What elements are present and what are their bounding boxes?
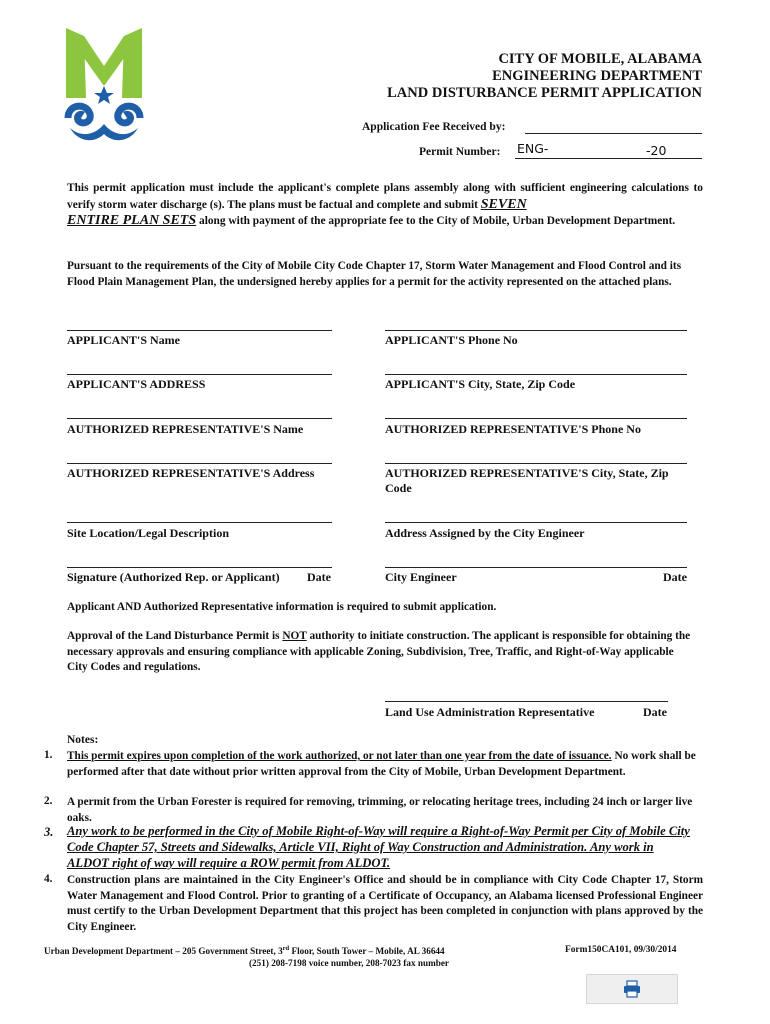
city-engineer-label: City Engineer (385, 570, 457, 584)
applicant-phone-line[interactable] (385, 330, 687, 331)
fee-label: Application Fee Received by: (362, 121, 506, 133)
permit-number-label: Permit Number: (419, 146, 501, 158)
approval-not: NOT (282, 630, 307, 642)
rep-address-line[interactable] (67, 463, 332, 464)
rep-phone-line[interactable] (385, 418, 687, 419)
signature-line[interactable] (67, 567, 332, 568)
rep-name-line[interactable] (67, 418, 332, 419)
note-1-number: 1. (44, 749, 53, 761)
note-2: A permit from the Urban Forester is required for removing, trimming, or relocating heritage trees, including 24 inch or larger live oaks. (67, 796, 693, 824)
applicant-name-line[interactable] (67, 330, 332, 331)
form-title: LAND DISTURBANCE PERMIT APPLICATION (387, 85, 702, 101)
print-icon[interactable] (623, 980, 641, 998)
applicant-city-line[interactable] (385, 374, 687, 375)
intro-paragraph (67, 180, 703, 230)
footer-address-pre: Urban Development Department – 205 Government Street, 3 (44, 946, 283, 957)
intro-text-b: along with payment of the appropriate fee to the City of Mobile, Urban Development Department. (199, 215, 676, 227)
fee-received-field[interactable] (525, 133, 702, 134)
permit-prefix: ENG- (517, 141, 549, 156)
permit-year: -20 (646, 143, 667, 158)
land-use-signature-line[interactable] (385, 701, 668, 702)
intro-emphasis-seven: SEVEN (480, 196, 527, 212)
land-use-date-label: Date (643, 705, 667, 719)
site-location-label: Site Location/Legal Description (67, 526, 229, 540)
footer-address-sup: rd (282, 945, 290, 952)
department-title: ENGINEERING DEPARTMENT (492, 68, 702, 84)
land-use-label: Land Use Administration Representative (385, 705, 595, 719)
intro-text-a: This permit application must include the applicant's complete plans assembly along with sufficient engineering calculations to verify storm water discharge (s). The plans must be factual and complete and submit (67, 182, 703, 211)
note-1 (67, 749, 703, 780)
note-1-underlined: This permit expires upon completion of the work authorized, or not later than one year from the date of issuance. (67, 750, 612, 762)
approval-paragraph (67, 629, 695, 676)
note-3-number: 3. (44, 825, 54, 839)
print-widget[interactable] (586, 974, 678, 1004)
approval-after: authority to initiate construction. The applicant is responsible for obtaining the necessary approvals and ensuring compliance with applicable Zoning, Subdivision, Tree, Traffic, and Right-of-Way applicable City Codes and regulations. (67, 630, 691, 674)
permit-number-field[interactable] (515, 158, 702, 159)
footer-address (44, 945, 445, 956)
note-3: Any work to be performed in the City of Mobile Right-of-Way will require a Right-of-Way Permit per City of Mobile City Code Chapter 57, Streets and Sidewalks, Article VII, Right of Way Construction and Administration. Any work in ALDOT right of way will require a ROW permit from ALDOT. (67, 824, 690, 870)
city-engineer-line[interactable] (385, 567, 687, 568)
address-assigned-label: Address Assigned by the City Engineer (385, 526, 585, 540)
rep-phone-label: AUTHORIZED REPRESENTATIVE'S Phone No (385, 422, 641, 436)
footer-form-id: Form150CA101, 09/30/2014 (565, 945, 677, 955)
pursuant-paragraph: Pursuant to the requirements of the City of Mobile City Code Chapter 17, Storm Water Management and Flood Control and its Flood Plain Management Plan, the undersigned hereby applies for a permit for the activity represented on the attached plans. (67, 260, 682, 288)
note-1-rest: No work shall be performed after that date without prior written approval from the City of Mobile, Urban Development Department. (67, 750, 696, 778)
site-location-line[interactable] (67, 522, 332, 523)
city-of-mobile-logo (64, 28, 144, 146)
applicant-address-line[interactable] (67, 374, 332, 375)
signature-date-label: Date (307, 570, 331, 584)
note-2-number: 2. (44, 795, 53, 807)
address-assigned-line[interactable] (385, 522, 687, 523)
approval-before: Approval of the Land Disturbance Permit is (67, 630, 280, 642)
applicant-city-label: APPLICANT'S City, State, Zip Code (385, 377, 576, 391)
city-title: CITY OF MOBILE, ALABAMA (498, 51, 702, 67)
notes-title: Notes: (67, 734, 99, 746)
footer-address-post: Floor, South Tower – Mobile, AL 36644 (289, 946, 445, 957)
intro-emphasis-plan-sets: ENTIRE PLAN SETS (67, 213, 197, 228)
note-4: Construction plans are maintained in the City Engineer's Office and should be in compliance with City Code Chapter 17, Storm Water Management and Flood Control. Prior to granting of a Certificate of Occupancy, an Alabama licensed Professional Engineer must certify to the Urban Development Department that this project has been completed in conjunction with plans approved by the City Engineer. (67, 874, 703, 933)
rep-name-label: AUTHORIZED REPRESENTATIVE'S Name (67, 422, 304, 436)
footer-phone: (251) 208-7198 voice number, 208-7023 fax number (249, 958, 449, 968)
signature-label: Signature (Authorized Rep. or Applicant) (67, 570, 280, 584)
rep-address-label: AUTHORIZED REPRESENTATIVE'S Address (67, 466, 315, 480)
applicant-phone-label: APPLICANT'S Phone No (385, 333, 518, 347)
required-note: Applicant AND Authorized Representative information is required to submit application. (67, 601, 497, 613)
applicant-name-label: APPLICANT'S Name (67, 333, 180, 347)
note-4-number: 4. (44, 873, 53, 885)
city-engineer-date-label: Date (663, 570, 687, 584)
rep-city-label: AUTHORIZED REPRESENTATIVE'S City, State, Zip Code (385, 466, 669, 495)
applicant-address-label: APPLICANT'S ADDRESS (67, 377, 206, 391)
rep-city-line[interactable] (385, 463, 687, 464)
